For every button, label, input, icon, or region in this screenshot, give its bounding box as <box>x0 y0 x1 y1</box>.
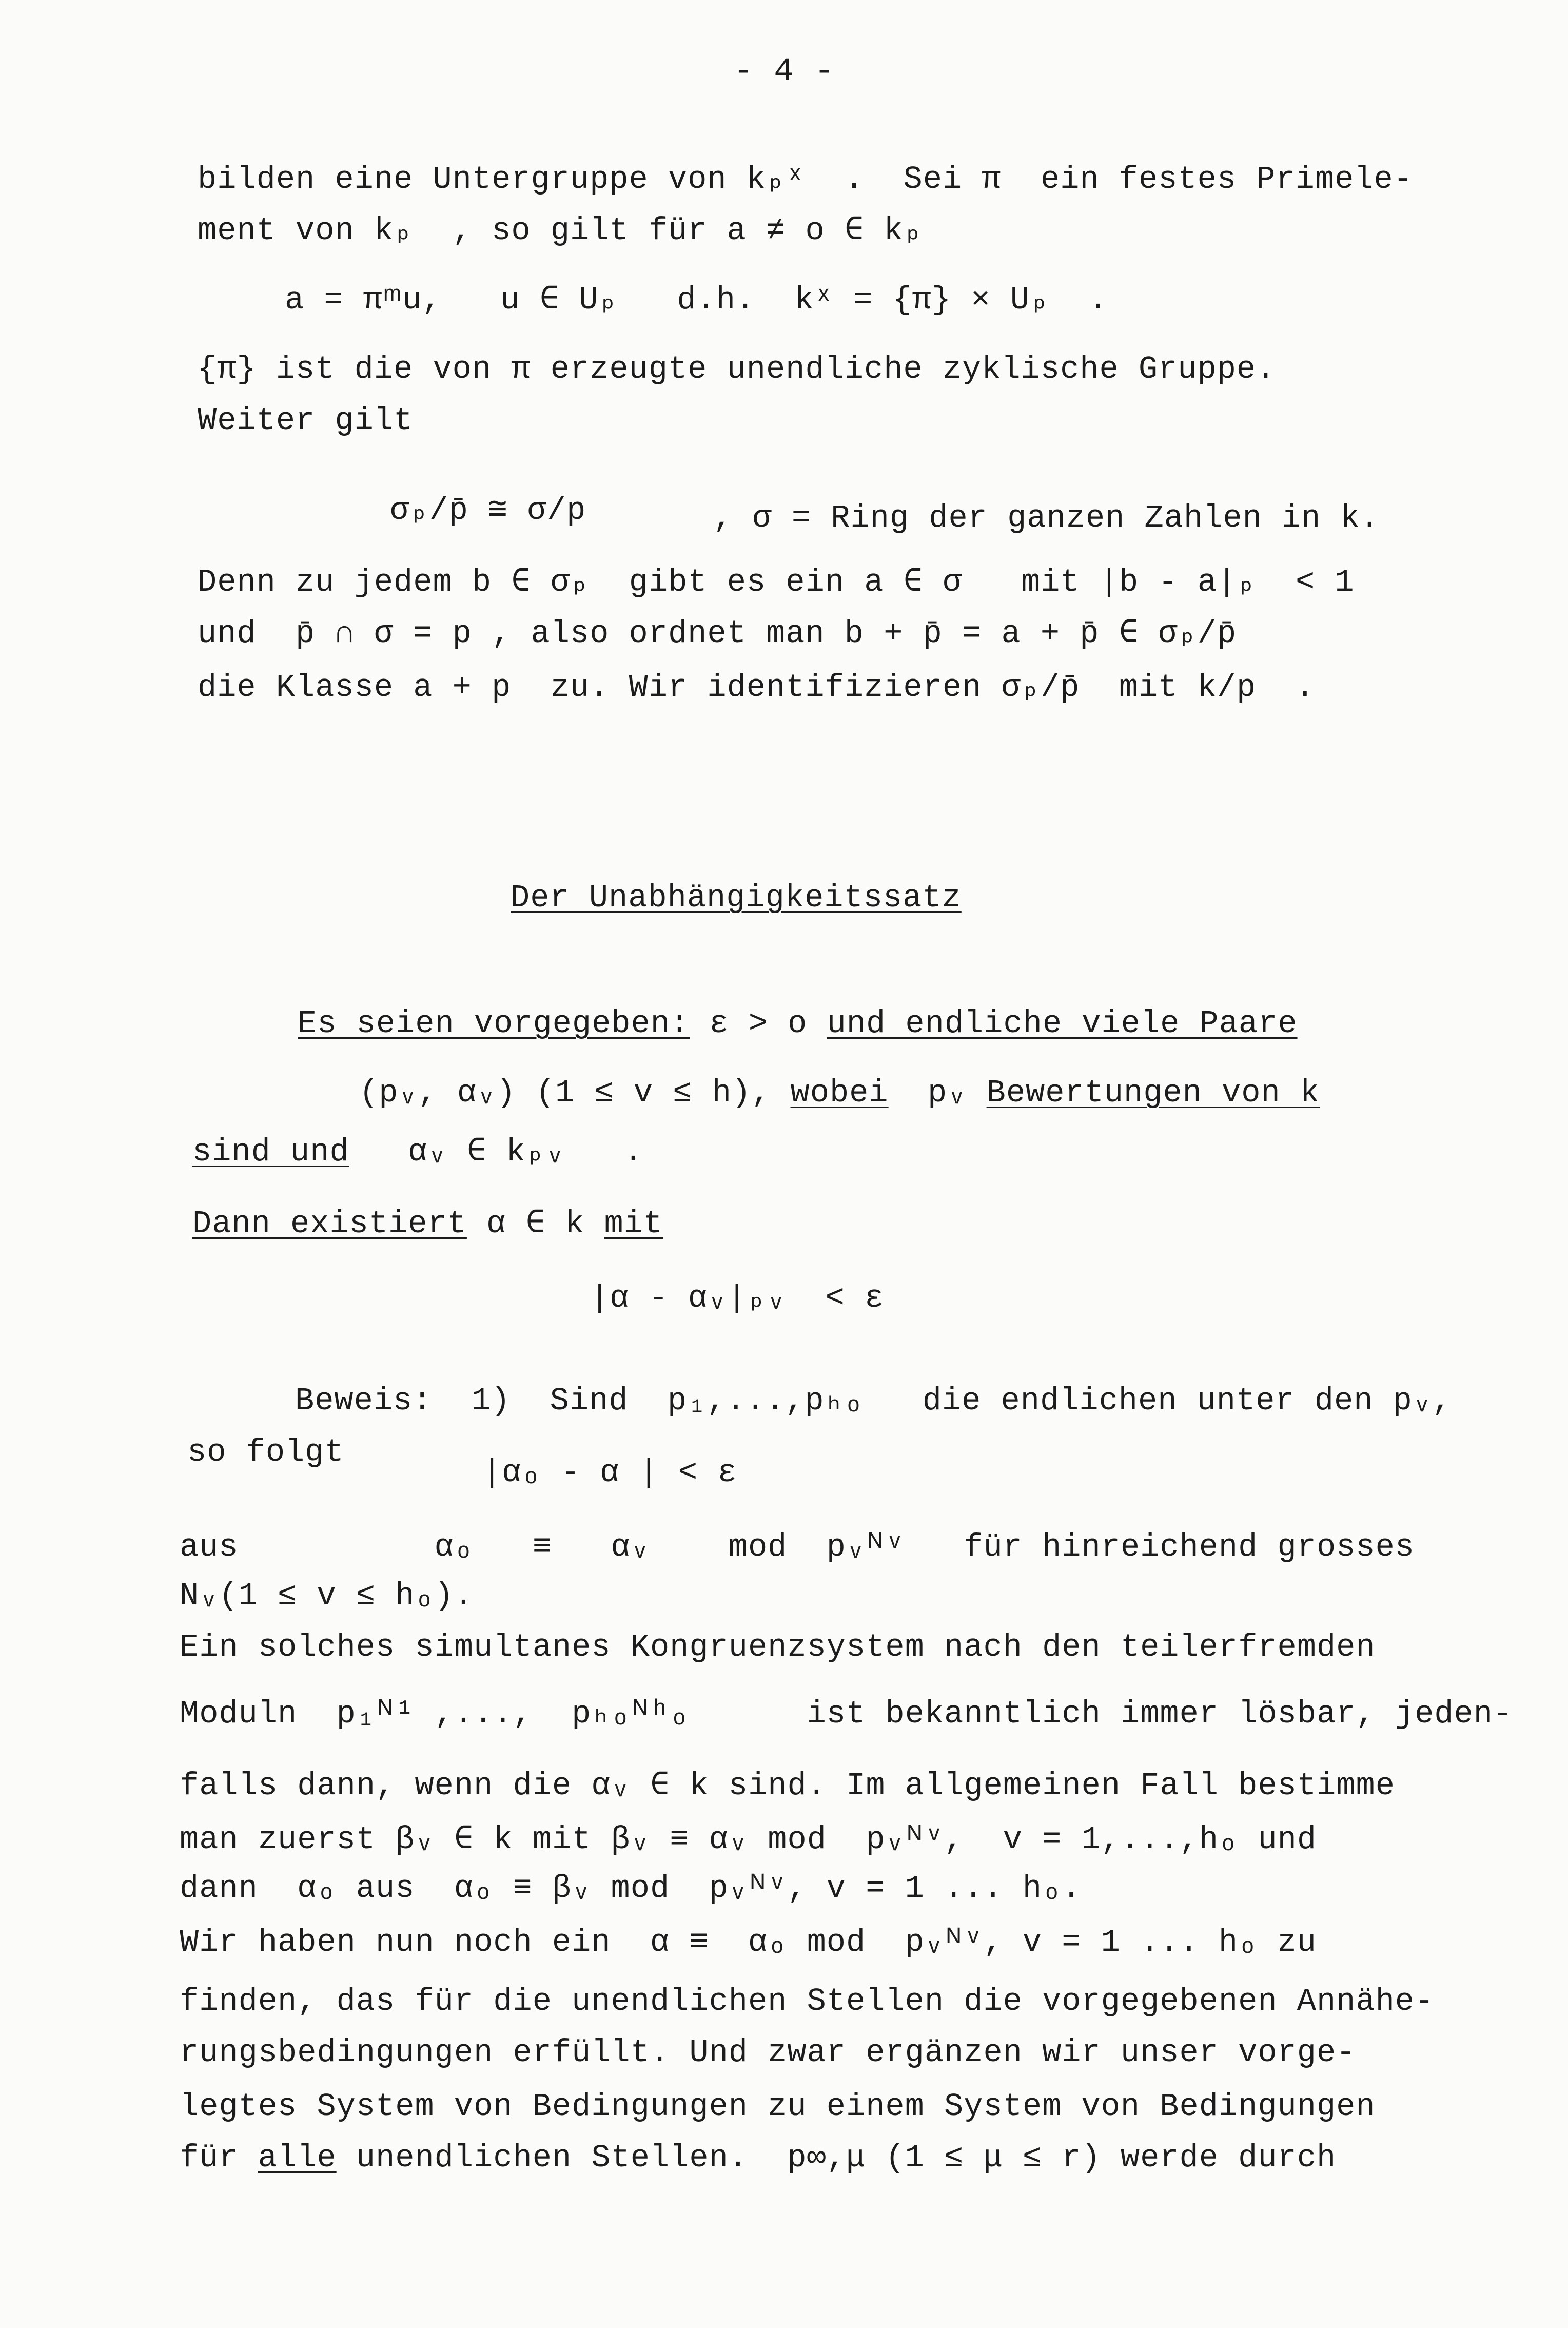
formula-isomorphism: σₚ/p̄ ≅ σ/p <box>390 492 586 529</box>
proof-line: Moduln p₁ᴺ¹ ,..., pₕₒᴺʰₒ ist bekanntlich immer lösbar, jeden- <box>180 1696 1513 1732</box>
formula-line: a = πᵐu, u ∈ Uₚ d.h. kˣ = {π} × Uₚ . <box>285 282 1109 318</box>
proof-line: aus αₒ ≡ αᵥ mod pᵥᴺᵛ für hinreichend grosses <box>180 1529 1415 1565</box>
text-line: , σ = Ring der ganzen Zahlen in k. <box>713 500 1380 536</box>
theorem-formula: |α - αᵥ|ₚᵥ < ε <box>590 1280 885 1316</box>
theorem-text: und endliche viele Paare <box>827 1005 1298 1042</box>
proof-line: Nᵥ(1 ≤ v ≤ hₒ). <box>180 1578 474 1614</box>
proof-line: legtes System von Bedingungen zu einem System von Bedingungen <box>180 2088 1376 2125</box>
theorem-math: αᵥ ∈ kₚᵥ . <box>349 1134 643 1170</box>
text-line: Weiter gilt <box>198 402 414 439</box>
theorem-math: ε > o <box>690 1005 827 1042</box>
theorem-line <box>298 1003 1298 1044</box>
theorem-math: α ∈ k <box>466 1206 604 1242</box>
proof-line: dann αₒ aus αₒ ≡ βᵥ mod pᵥᴺᵛ, v = 1 ... hₒ. <box>180 1870 1082 1907</box>
theorem-text: Es seien vorgegeben: <box>298 1005 690 1042</box>
proof-line: so folgt <box>187 1434 344 1470</box>
proof-line: Ein solches simultanes Kongruenzsystem nach den teilerfremden <box>180 1629 1376 1665</box>
theorem-line <box>359 1073 1320 1114</box>
proof-line <box>180 2138 1336 2179</box>
theorem-math: (pᵥ, αᵥ) (1 ≤ v ≤ h), <box>359 1075 791 1111</box>
proof-formula: |αₒ - α | < ε <box>482 1454 737 1491</box>
proof-line: rungsbedingungen erfüllt. Und zwar ergänzen wir unser vorge- <box>180 2034 1356 2071</box>
text-line: und p̄ ∩ σ = p , also ordnet man b + p̄ = a + p̄ ∈ σₚ/p̄ <box>198 615 1237 652</box>
proof-line: falls dann, wenn die αᵥ ∈ k sind. Im allgemeinen Fall bestimme <box>180 1768 1395 1804</box>
theorem-text: Dann existiert <box>192 1206 467 1242</box>
section-title: Der Unabhängigkeitssatz <box>511 880 962 916</box>
text-line: ment von kₚ , so gilt für a ≠ o ∈ kₚ <box>198 212 923 249</box>
theorem-line <box>192 1204 663 1245</box>
theorem-text: wobei <box>790 1075 889 1111</box>
proof-line: Beweis: 1) Sind p₁,...,pₕₒ die endlichen unter den pᵥ, <box>295 1383 1452 1419</box>
proof-text: unendlichen Stellen. p∞,μ (1 ≤ μ ≤ r) werde durch <box>336 2140 1337 2176</box>
page-number: - 4 - <box>733 53 835 90</box>
proof-line: man zuerst βᵥ ∈ k mit βᵥ ≡ αᵥ mod pᵥᴺᵛ, v = 1,...,hₒ und <box>180 1821 1317 1858</box>
theorem-line <box>192 1132 643 1173</box>
theorem-math: pᵥ <box>888 1075 987 1111</box>
proof-line: Wir haben nun noch ein α ≡ αₒ mod pᵥᴺᵛ, v = 1 ... hₒ zu <box>180 1924 1317 1961</box>
theorem-text: Bewertungen von k <box>986 1075 1320 1111</box>
proof-line: finden, das für die unendlichen Stellen die vorgegebenen Annähe- <box>180 1983 1435 2020</box>
text-line: bilden eine Untergruppe von kₚˣ . Sei π ein festes Primele- <box>198 161 1413 198</box>
proof-text-underlined: alle <box>258 2140 337 2176</box>
theorem-text: mit <box>604 1206 663 1242</box>
text-line: {π} ist die von π erzeugte unendliche zyklische Gruppe. <box>198 351 1276 387</box>
theorem-text: sind und <box>192 1134 349 1170</box>
proof-text: für <box>180 2140 258 2176</box>
text-line: die Klasse a + p zu. Wir identifizieren σₚ/p̄ mit k/p . <box>198 669 1315 706</box>
text-line: Denn zu jedem b ∈ σₚ gibt es ein a ∈ σ mit |b - a|ₚ < 1 <box>198 564 1355 600</box>
